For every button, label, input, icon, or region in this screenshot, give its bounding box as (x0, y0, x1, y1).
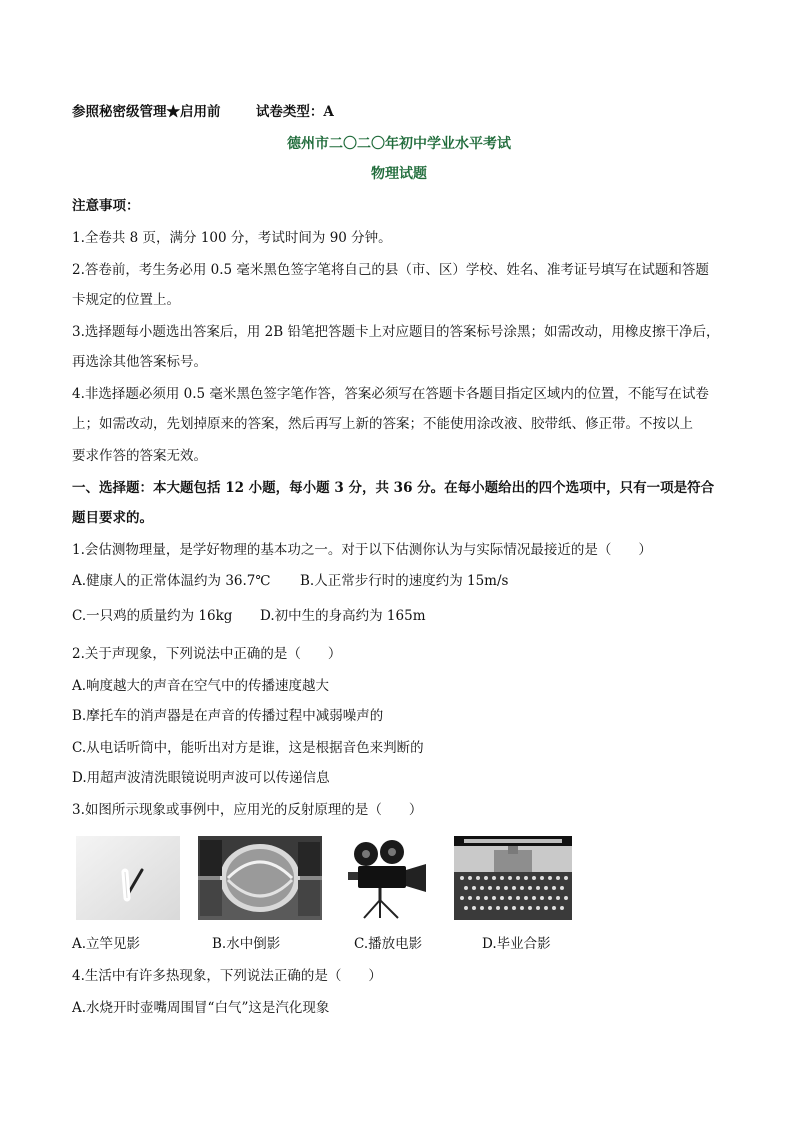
figure-film-projector (340, 836, 434, 920)
section-heading: 一、选择题：本大题包括 12 小题，每小题 3 分，共 36 分。在每小题给出的四个选项中，只有一项是符合 (72, 480, 715, 496)
question-2-option-b: B.摩托车的消声器是在声音的传播过程中减弱噪声的 (72, 708, 384, 724)
exam-title: 德州市二〇二〇年初中学业水平考试 (287, 136, 511, 152)
subject-title: 物理试题 (371, 166, 427, 182)
notes-line: 再选涂其他答案标号。 (72, 354, 207, 370)
question-2-option-d: D.用超声波清洗眼镜说明声波可以传递信息 (72, 770, 330, 786)
notes-line: 2.答卷前，考生务必用 0.5 毫米黑色签字笔将自己的县（市、区）学校、姓名、准考证号填写在试题和答题 (72, 262, 709, 278)
question-3-option-c: C.播放电影 (354, 936, 423, 952)
notes-heading: 注意事项： (72, 198, 140, 214)
paper-type-label: 试卷类型：A (255, 104, 334, 120)
figure-water-reflection (198, 836, 322, 920)
section-heading-cont: 题目要求的。 (72, 510, 153, 526)
figure-group-photo (454, 836, 572, 920)
question-2-option-a: A.响度越大的声音在空气中的传播速度越大 (72, 678, 330, 694)
question-4-stem: 4.生活中有许多热现象，下列说法正确的是（ ） (72, 968, 382, 984)
question-3-option-a: A.立竿见影 (72, 936, 141, 952)
question-1-option-c: C.一只鸡的质量约为 16kg (72, 608, 233, 624)
question-1-stem: 1.会估测物理量，是学好物理的基本功之一。对于以下估测你认为与实际情况最接近的是（ ） (72, 542, 652, 558)
figure-pole-shadow (76, 836, 180, 920)
notes-line: 卡规定的位置上。 (72, 292, 180, 308)
notes-line: 1.全卷共 8 页，满分 100 分，考试时间为 90 分钟。 (72, 230, 392, 246)
notes-line: 要求作答的答案无效。 (72, 448, 207, 464)
header-meta (72, 102, 334, 122)
question-1-option-b: B.人正常步行时的速度约为 15m/s (300, 573, 509, 589)
notes-line: 3.选择题每小题选出答案后，用 2B 铅笔把答题卡上对应题目的答案标号涂黑；如需改动，用橡皮擦干净后， (72, 324, 720, 340)
question-1-option-d: D.初中生的身高约为 165m (260, 608, 426, 624)
question-2-stem: 2.关于声现象，下列说法中正确的是（ ） (72, 646, 342, 662)
secrecy-label: 参照秘密级管理★启用前 (72, 104, 221, 120)
question-3-stem: 3.如图所示现象或事例中，应用光的反射原理的是（ ） (72, 802, 423, 818)
question-3-option-d: D.毕业合影 (482, 936, 551, 952)
question-3-option-b: B.水中倒影 (212, 936, 281, 952)
question-2-option-c: C.从电话听筒中，能听出对方是谁，这是根据音色来判断的 (72, 740, 424, 756)
notes-line: 上；如需改动，先划掉原来的答案，然后再写上新的答案；不能使用涂改液、胶带纸、修正带。不按以上 (72, 416, 693, 432)
question-1-option-a: A.健康人的正常体温约为 36.7℃ (72, 573, 271, 589)
notes-line: 4.非选择题必须用 0.5 毫米黑色签字笔作答，答案必须写在答题卡各题目指定区域内的位置，不能写在试卷 (72, 386, 709, 402)
question-4-option-a: A.水烧开时壶嘴周围冒“白气”这是汽化现象 (72, 1000, 330, 1016)
